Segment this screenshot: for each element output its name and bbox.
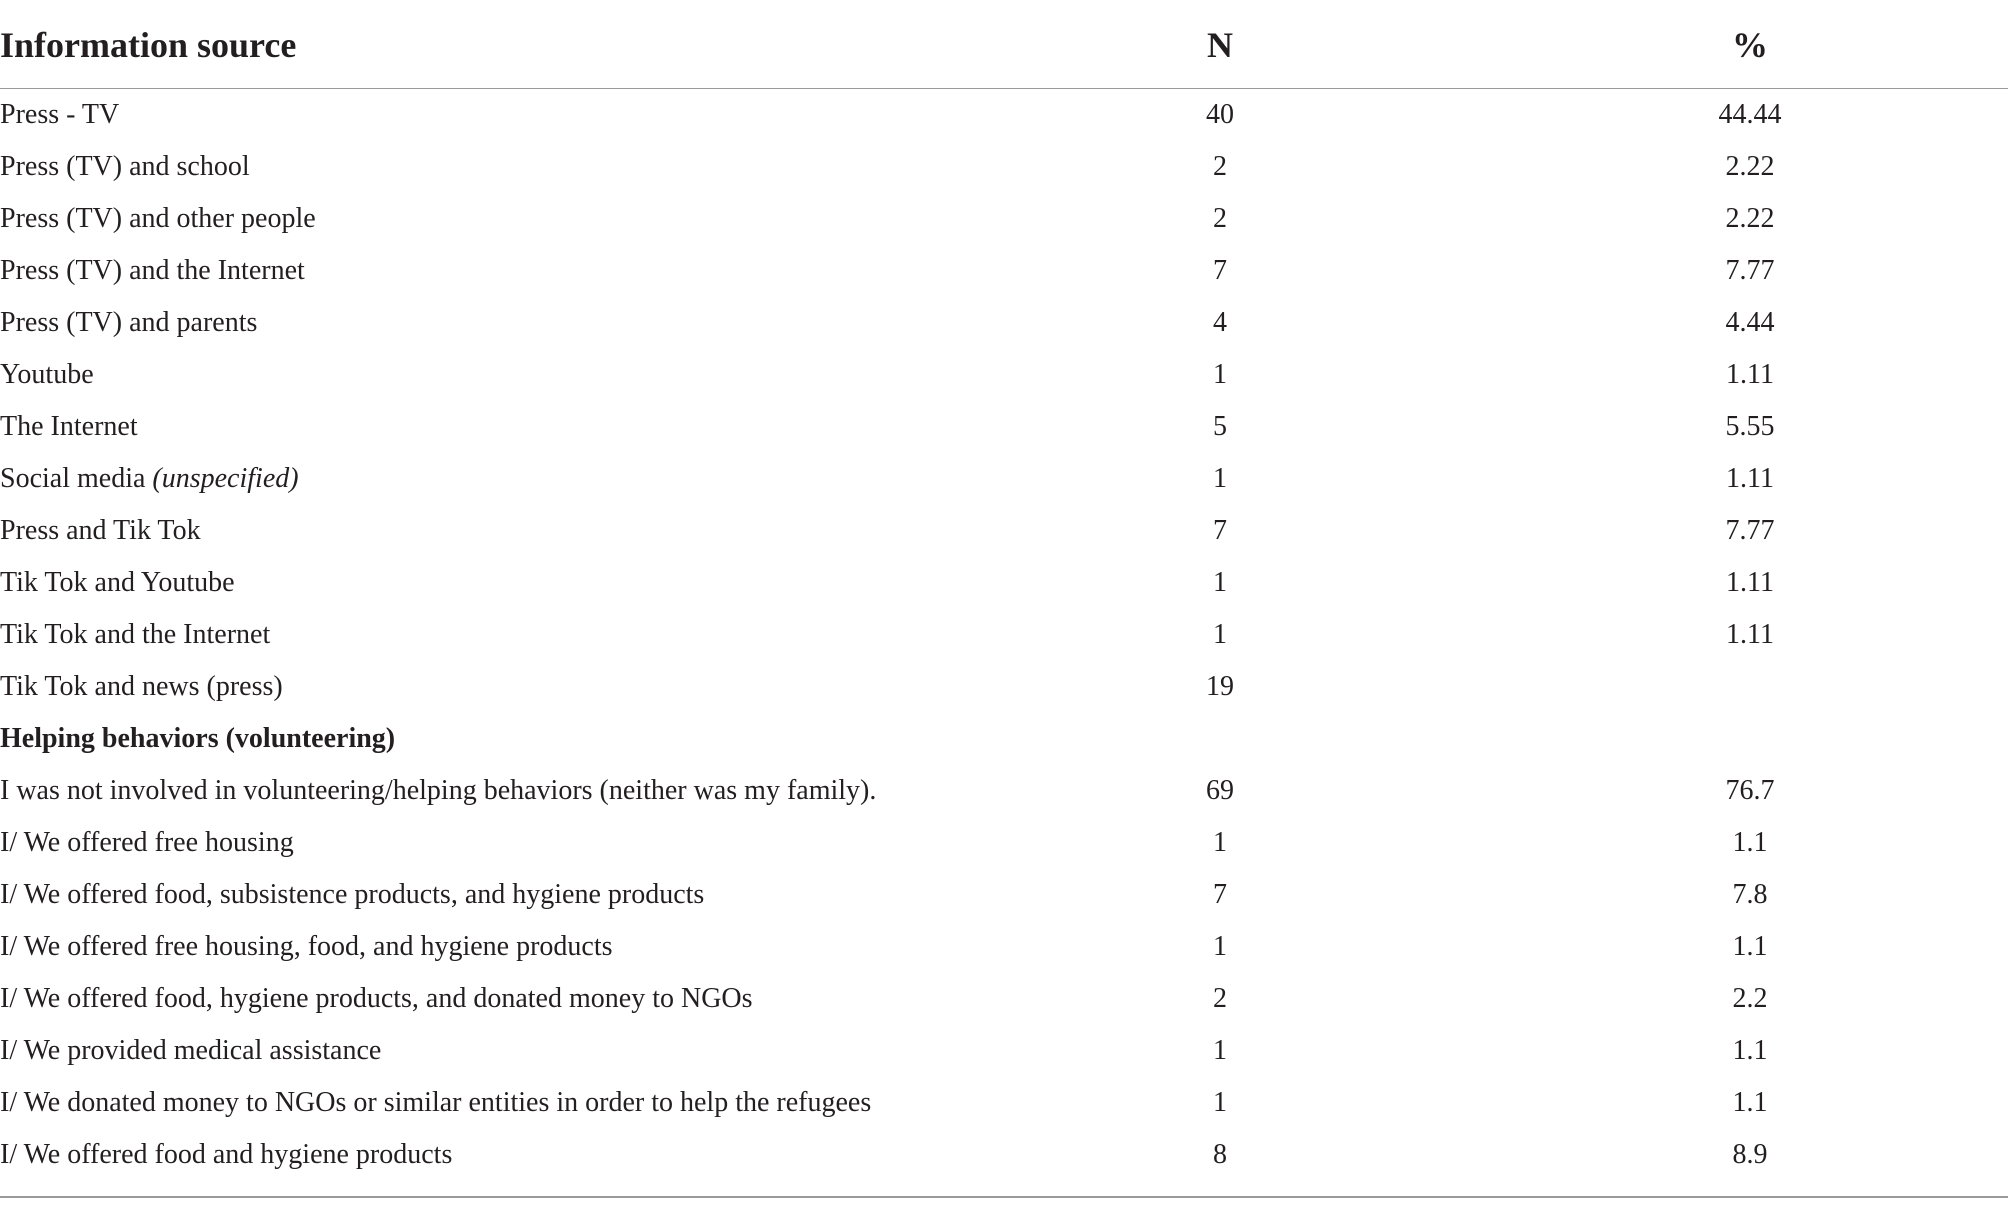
row-label	[0, 459, 299, 499]
table-row	[0, 765, 2008, 817]
row-percent: 1.1	[1732, 1035, 1768, 1066]
row-label: I/ We offered food and hygiene products	[0, 1139, 453, 1170]
row-percent: 1.11	[1726, 619, 1774, 650]
row-percent: 8.9	[1732, 1139, 1768, 1170]
table-row	[0, 89, 2008, 141]
table-row	[0, 609, 2008, 661]
table-row	[0, 973, 2008, 1025]
row-label-italic: (unspecified)	[152, 463, 299, 494]
row-n: 1	[1213, 827, 1227, 858]
table-row	[0, 661, 2008, 713]
row-label: I/ We provided medical assistance	[0, 1035, 382, 1066]
row-n: 1	[1213, 931, 1227, 962]
row-percent: 1.1	[1732, 1087, 1768, 1118]
row-label: I was not involved in volunteering/helping behaviors (neither was my family).	[0, 775, 877, 806]
section-row	[0, 713, 2008, 765]
row-label: The Internet	[0, 411, 138, 442]
row-label: Press (TV) and other people	[0, 203, 316, 234]
table-row	[0, 297, 2008, 349]
row-label: Press - TV	[0, 99, 120, 130]
table-row	[0, 401, 2008, 453]
row-percent: 76.7	[1725, 775, 1775, 806]
row-percent: 7.77	[1725, 255, 1775, 286]
row-label: I/ We offered food, hygiene products, and donated money to NGOs	[0, 983, 753, 1014]
row-n: 1	[1213, 359, 1227, 390]
row-label: Tik Tok and Youtube	[0, 567, 235, 598]
row-n: 7	[1213, 255, 1227, 286]
row-n: 4	[1213, 307, 1227, 338]
row-label: I/ We offered food, subsistence products, and hygiene products	[0, 879, 705, 910]
row-label: Press (TV) and school	[0, 151, 250, 182]
row-label: Youtube	[0, 359, 94, 390]
table-header-row	[0, 0, 2008, 89]
row-n: 2	[1213, 203, 1227, 234]
table-row	[0, 869, 2008, 921]
row-percent: 7.8	[1732, 879, 1768, 910]
row-n: 1	[1213, 1035, 1227, 1066]
table-row	[0, 453, 2008, 505]
row-label: Tik Tok and news (press)	[0, 671, 283, 702]
row-n: 1	[1213, 1087, 1227, 1118]
row-label: I/ We donated money to NGOs or similar entities in order to help the refugees	[0, 1087, 872, 1118]
row-n: 19	[1206, 671, 1234, 702]
row-label: I/ We offered free housing, food, and hygiene products	[0, 931, 613, 962]
row-percent: 1.11	[1726, 463, 1774, 494]
row-n: 5	[1213, 411, 1227, 442]
row-percent: 44.44	[1718, 99, 1782, 130]
table-row	[0, 245, 2008, 297]
row-percent: 1.11	[1726, 567, 1774, 598]
row-percent: 2.22	[1725, 151, 1775, 182]
row-percent: 1.1	[1732, 931, 1768, 962]
table-row	[0, 141, 2008, 193]
row-percent: 7.77	[1725, 515, 1775, 546]
table-row	[0, 505, 2008, 557]
header-information-source: Information source	[0, 25, 297, 65]
row-label: Press (TV) and parents	[0, 307, 258, 338]
row-percent: 1.1	[1732, 827, 1768, 858]
table-row	[0, 1077, 2008, 1129]
row-label: Press and Tik Tok	[0, 515, 201, 546]
row-percent: 1.11	[1726, 359, 1774, 390]
row-percent: 2.2	[1732, 983, 1768, 1014]
row-percent: 4.44	[1725, 307, 1775, 338]
row-n: 1	[1213, 619, 1227, 650]
table-row	[0, 193, 2008, 245]
row-label: Press (TV) and the Internet	[0, 255, 305, 286]
row-percent: 2.22	[1725, 203, 1775, 234]
row-n: 7	[1213, 879, 1227, 910]
row-n: 7	[1213, 515, 1227, 546]
row-n: 1	[1213, 567, 1227, 598]
row-label: Tik Tok and the Internet	[0, 619, 271, 650]
row-n: 69	[1206, 775, 1234, 806]
section-label-helping-behaviors: Helping behaviors (volunteering)	[0, 723, 396, 754]
row-n: 8	[1213, 1139, 1227, 1170]
row-n: 2	[1213, 151, 1227, 182]
table-row	[0, 817, 2008, 869]
row-n: 2	[1213, 983, 1227, 1014]
table-bottom-rule	[0, 1196, 2008, 1198]
row-percent: 5.55	[1725, 411, 1775, 442]
table-row	[0, 921, 2008, 973]
row-label-text: Social media	[0, 463, 153, 494]
header-percent: %	[1732, 25, 1768, 65]
row-n: 40	[1206, 99, 1234, 130]
table-row	[0, 349, 2008, 401]
row-n: 1	[1213, 463, 1227, 494]
header-n: N	[1207, 25, 1233, 65]
table-row	[0, 1025, 2008, 1077]
table-row	[0, 557, 2008, 609]
table-row	[0, 1129, 2008, 1181]
row-label: I/ We offered free housing	[0, 827, 294, 858]
